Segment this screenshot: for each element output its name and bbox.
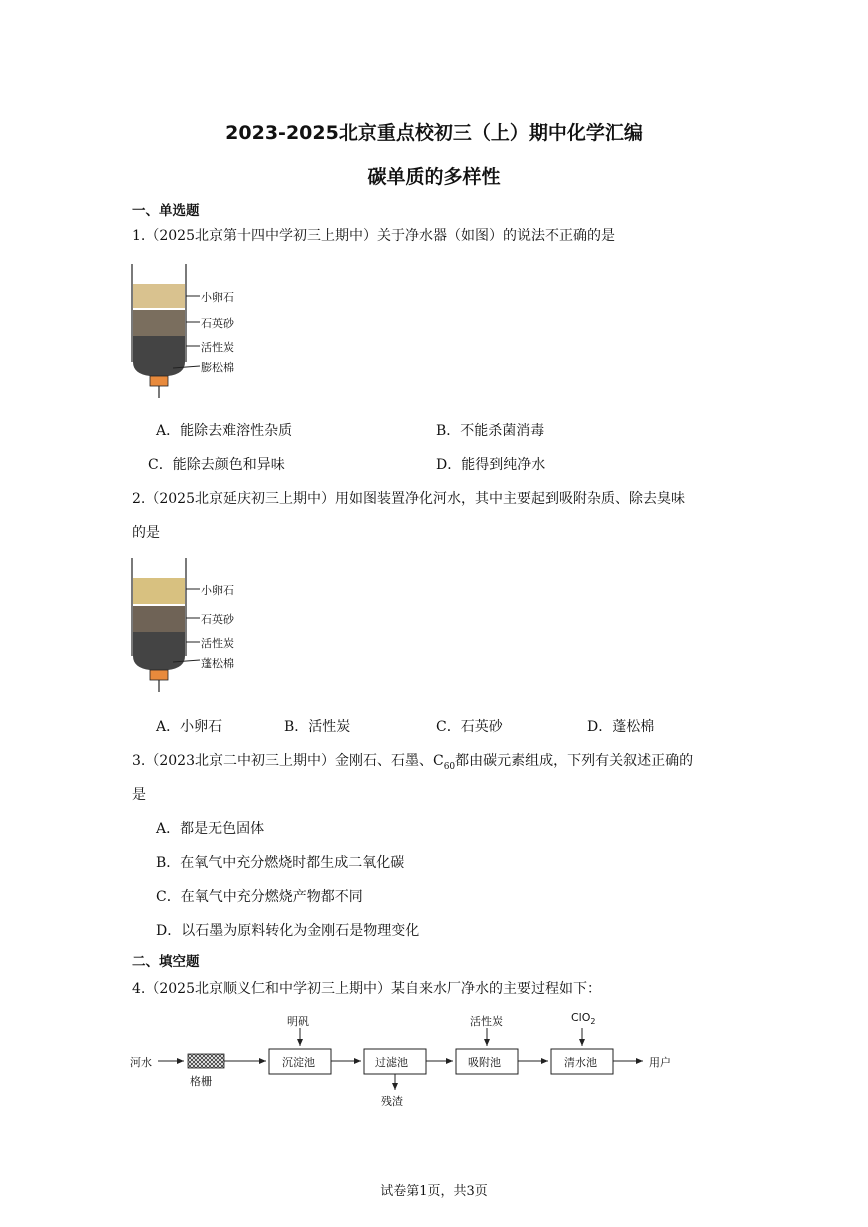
- figure1-label-activated-carbon: 活性炭: [201, 341, 234, 354]
- page-subtitle: 碳单质的多样性: [367, 166, 501, 188]
- q2-option-d: D．蓬松棉: [587, 719, 655, 735]
- q2-option-a: A．小卵石: [156, 719, 223, 735]
- figure1-label-pebbles: 小卵石: [201, 291, 234, 304]
- flow-residue: 残渣: [381, 1095, 403, 1108]
- question-2-text-line2: 的是: [132, 525, 160, 541]
- flow-alum: 明矾: [287, 1015, 309, 1028]
- question-3-text-pre: 3.（2023北京二中初三上期中）金刚石、石墨、C: [132, 753, 444, 769]
- question-2-text-line1: 2.（2025北京延庆初三上期中）用如图装置净化河水，其中主要起到吸附杂质、除去臭味: [132, 491, 685, 507]
- flow-activated-carbon: 活性炭: [470, 1015, 503, 1028]
- question-3-c60-subscript: 60: [443, 761, 456, 772]
- figure1-label-cotton: 膨松棉: [201, 361, 234, 374]
- figure2-label-cotton: 蓬松棉: [201, 657, 234, 670]
- figure2-label-activated-carbon: 活性炭: [201, 637, 234, 650]
- page-footer: 试卷第1页，共3页: [380, 1184, 488, 1199]
- figure2-label-pebbles: 小卵石: [201, 584, 234, 597]
- figure1-label-quartz-sand: 石英砂: [201, 317, 234, 330]
- q2-option-c: C．石英砂: [436, 719, 503, 735]
- flow-sedimentation-tank: 沉淀池: [282, 1056, 315, 1069]
- question-3-text-post: 都由碳元素组成，下列有关叙述正确的: [455, 753, 694, 769]
- flow-adsorption-tank: 吸附池: [468, 1056, 501, 1069]
- section-heading-single-choice: 一、单选题: [132, 203, 200, 219]
- figure2-label-quartz-sand: 石英砂: [201, 613, 234, 626]
- question-3-text-line2: 是: [132, 787, 146, 803]
- flow-user: 用户: [649, 1056, 671, 1069]
- q3-option-c: C．在氧气中充分燃烧产物都不同: [156, 889, 363, 905]
- flow-chlorine-dioxide-subscript: 2: [590, 1017, 596, 1027]
- q3-option-d: D．以石墨为原料转化为金刚石是物理变化: [156, 923, 420, 939]
- question-1-filter-figure: [128, 262, 258, 402]
- q3-option-b: B．在氧气中充分燃烧时都生成二氧化碳: [156, 855, 405, 871]
- question-4-text: 4.（2025北京顺义仁和中学初三上期中）某自来水厂净水的主要过程如下：: [132, 981, 601, 997]
- question-1-text: 1.（2025北京第十四中学初三上期中）关于净水器（如图）的说法不正确的是: [132, 228, 615, 244]
- page-title: 2023-2025北京重点校初三（上）期中化学汇编: [225, 122, 643, 144]
- grid-screen-icon: [188, 1054, 224, 1068]
- q1-option-d: D．能得到纯净水: [436, 457, 546, 473]
- q2-option-b: B．活性炭: [284, 719, 351, 735]
- question-2-filter-figure: [128, 556, 258, 696]
- q1-option-b: B．不能杀菌消毒: [436, 423, 545, 439]
- question-3-text-line1: [132, 750, 693, 772]
- flow-chlorine-dioxide-text: ClO: [571, 1011, 591, 1024]
- flow-river-water: 河水: [130, 1056, 152, 1069]
- flow-filter-tank: 过滤池: [375, 1056, 408, 1069]
- q1-option-a: A．能除去难溶性杂质: [156, 423, 293, 439]
- flow-clear-water-tank: 清水池: [564, 1056, 597, 1069]
- flow-grid-label: 格栅: [190, 1075, 212, 1088]
- flow-chlorine-dioxide: [571, 1011, 596, 1026]
- q3-option-a: A．都是无色固体: [156, 821, 265, 837]
- section-heading-fill-blank: 二、填空题: [132, 954, 200, 970]
- q1-option-c: C．能除去颜色和异味: [148, 457, 285, 473]
